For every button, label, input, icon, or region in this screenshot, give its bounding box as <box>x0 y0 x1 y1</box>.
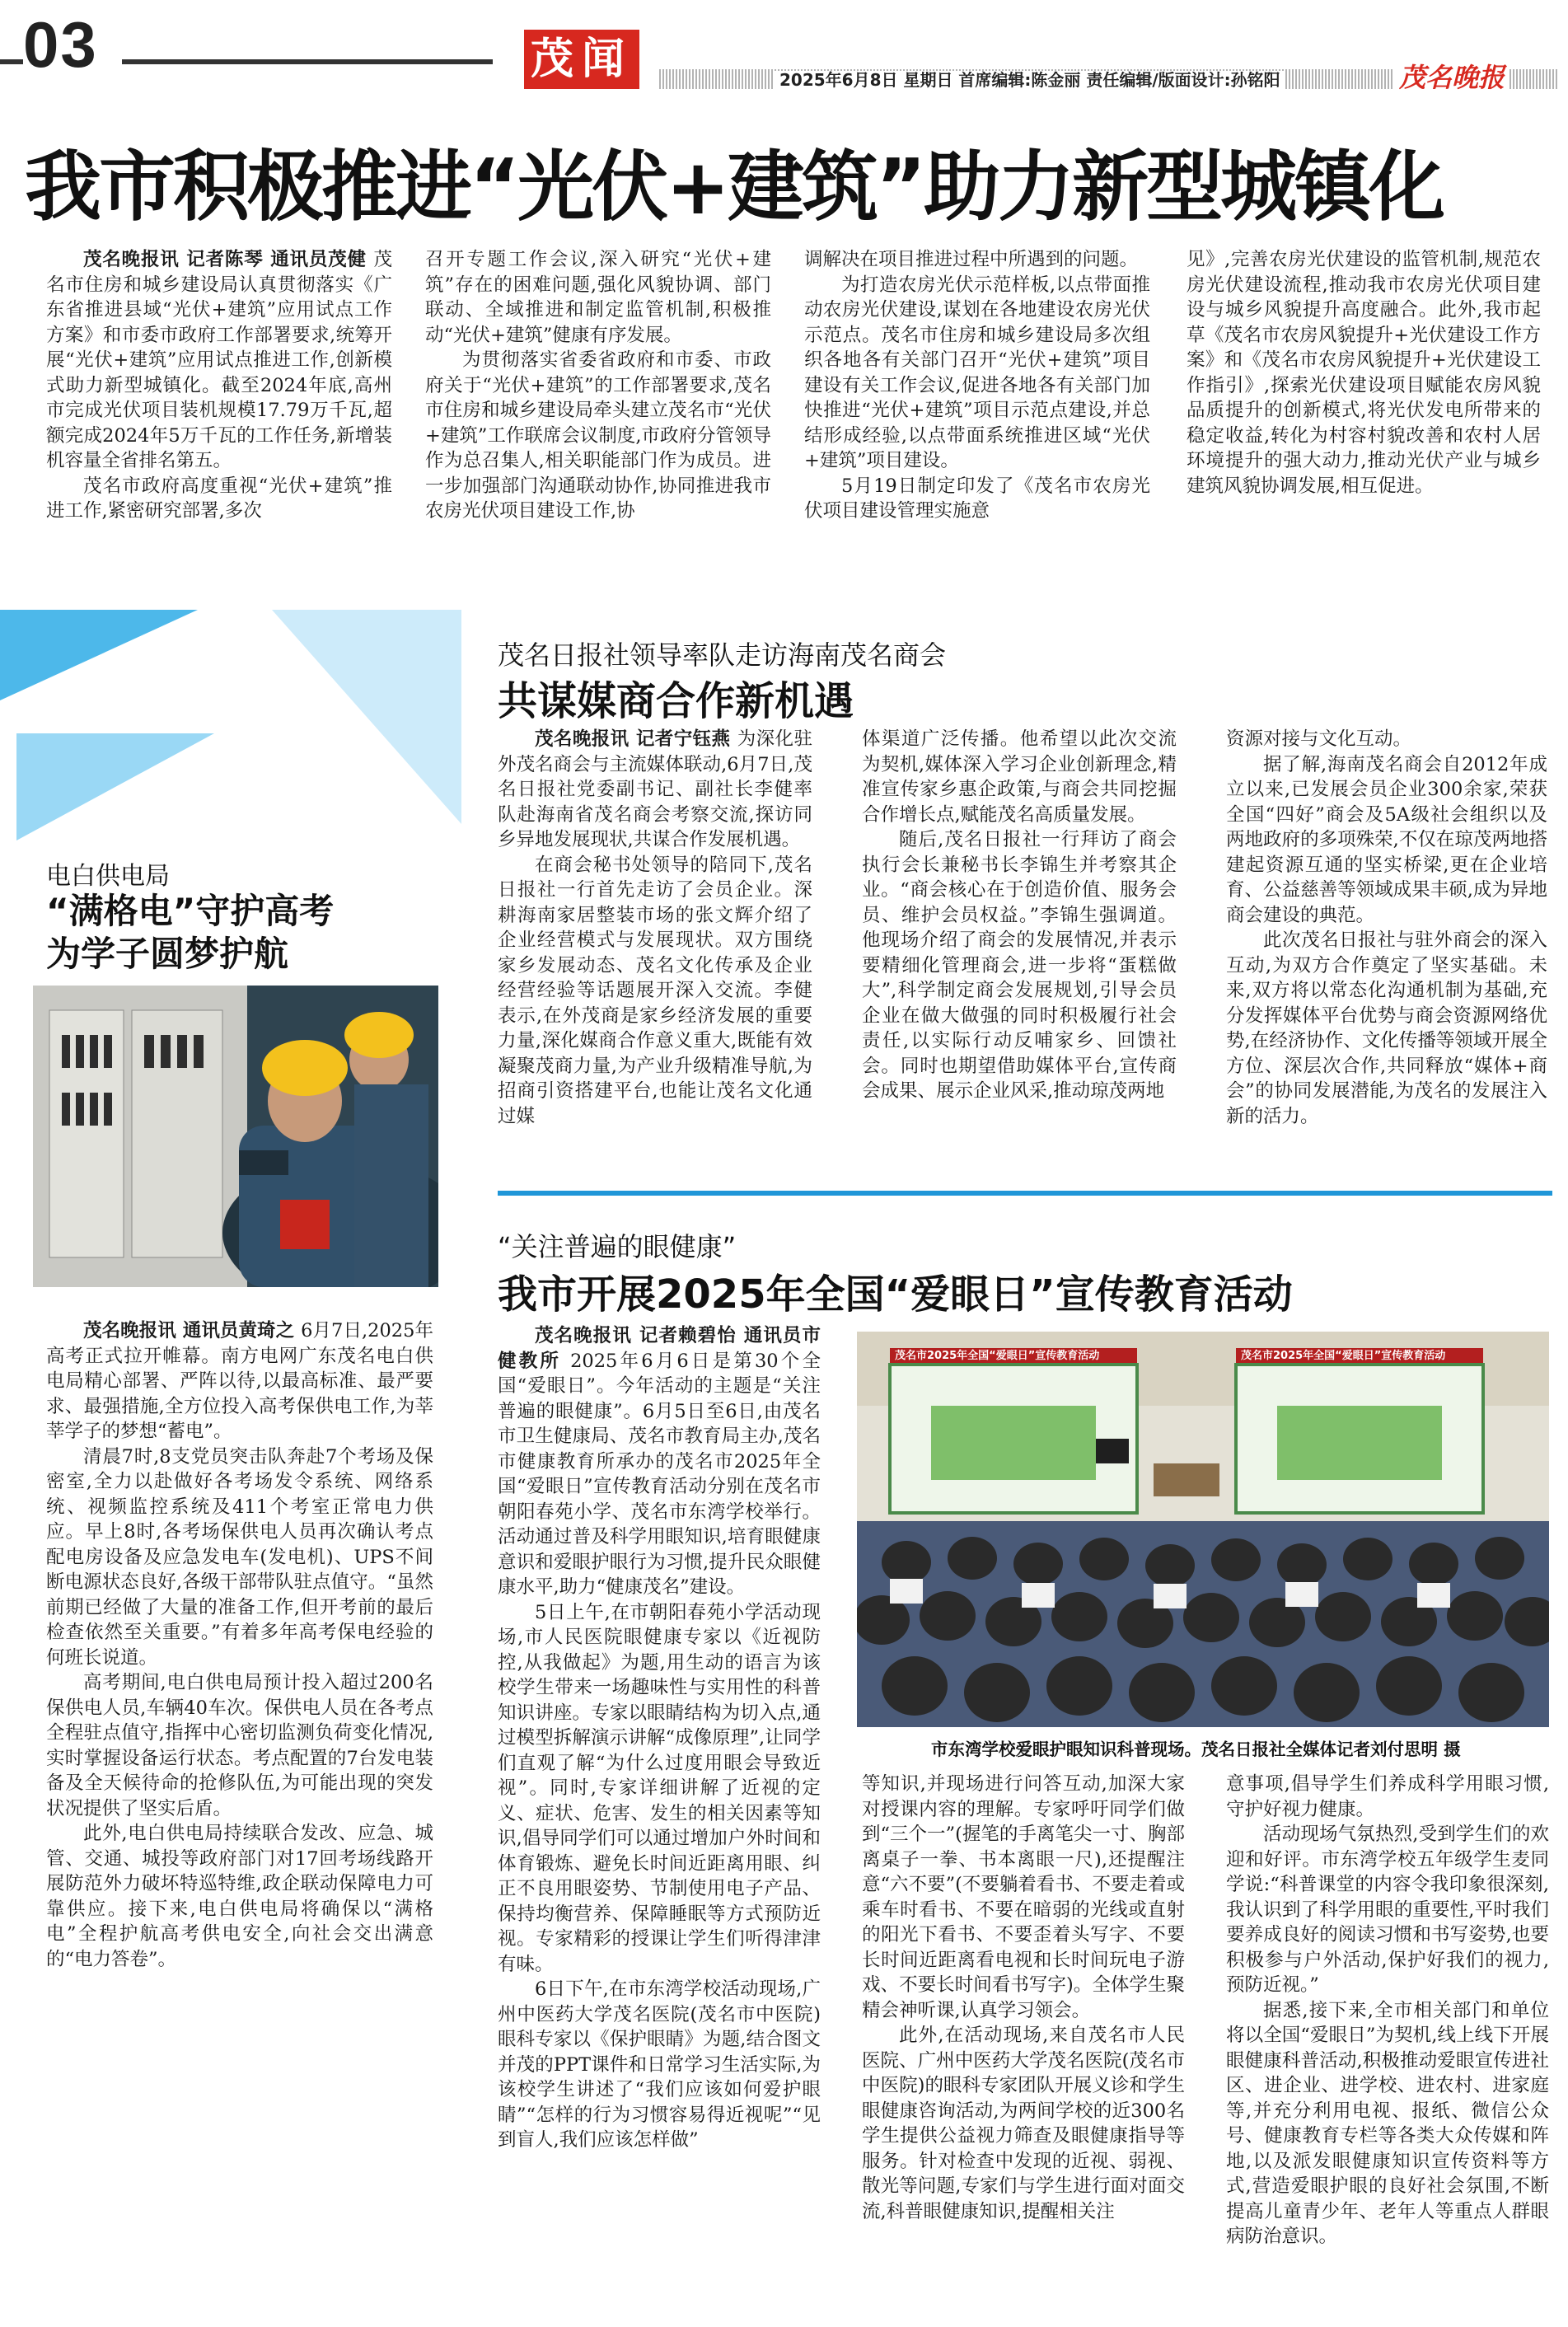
article-column <box>1187 247 1541 499</box>
paragraph-text: 此外,在活动现场,来自茂名市人民医院、广州中医药大学茂名医院(茂名市中医院)的眼科专家团队开展义诊和学生眼健康咨询活动,为两间学校的近300名学生提供公益视力筛查及眼健康指导等服务。针对检查中发现的近视、弱视、散光等问题,专家们与学生进行面对面交流,科普眼健康知识,提醒相关注 <box>862 2025 1185 2222</box>
section-label: 茂闻 <box>524 30 639 89</box>
byline: 茂名晚报讯 通讯员黄琦之 <box>83 1320 302 1341</box>
header-info: 2025年6月8日 星期日 首席编辑:陈金丽 责任编辑/版面设计:孙铭阳 <box>775 71 1285 89</box>
paragraph-text: 为打造农房光伏示范样板,以点带面推动农房光伏建设,谋划在各地建设农房光伏示范点。茂名市住房和城乡建设局多次组织各地各有关部门召开“光伏+建筑”项目建设有关工作会议,促进各地各有关部门加快推进“光伏+建筑”项目示范点建设,并总结形成经验,以点带面系统推进区域“光伏+建筑”项目建设。 <box>804 274 1150 471</box>
article-paragraph <box>1226 1998 1549 2250</box>
paragraph-text: 为深化驻外茂名商会与主流媒体联动,6月7日,茂名日报社党委副书记、副社长李健率队赴海南省茂名商会考察交流,探访同乡异地发展现状,共谋合作发展机遇。 <box>498 728 812 850</box>
section-divider <box>498 1191 1552 1196</box>
paragraph-text: 调解决在项目推进过程中所遇到的问题。 <box>804 249 1139 270</box>
byline: 茂名晚报讯 记者陈琴 通讯员茂健 <box>83 249 374 270</box>
photo-banner-left: 茂名市2025年全国“爱眼日”宣传教育活动 <box>895 1350 1100 1362</box>
paragraph-text: 6月7日,2025年高考正式拉开帷幕。南方电网广东茂名电白供电局精心部署、严阵以待,以最高标准、最严要求、最强措施,全方位投入高考保供电工作,为莘莘学子的梦想“蓄电”。 <box>46 1320 433 1442</box>
paragraph-text: 为贯彻落实省委省政府和市委、市政府关于“光伏+建筑”的工作部署要求,茂名市住房和城乡建设局牵头建立茂名市“光伏+建筑”工作联席会议制度,市政府分管领导作为总召集人,相关职能部门作为成员。进一步加强部门沟通联动协作,协同推进我市农房光伏项目建设工作,协 <box>425 349 772 522</box>
paragraph-text: 体渠道广泛传播。他希望以此次交流为契机,媒体深入学习企业创新理念,精准宣传家乡惠企政策,与商会共同挖掘合作增长点,赋能茂名高质量发展。 <box>862 728 1177 826</box>
article-paragraph <box>498 853 812 1130</box>
paragraph-text: 6日下午,在市东湾学校活动现场,广州中医药大学茂名医院(茂名市中医院)眼科专家以《保护眼睛》为题,结合图文并茂的PPT课件和日常学习生活实际,为该校学生讲述了“我们应该如何爱护眼睛”“怎样的行为习惯容易得近视呢”“见到盲人,我们应该怎样做” <box>498 1978 821 2151</box>
paragraph-text: 随后,茂名日报社一行拜访了商会执行会长兼秘书长李锦生并考察其企业。“商会核心在于创造价值、服务会员、维护会员权益。”李锦生强调道。他现场介绍了商会的发展情况,并表示要精细化管理商会,进一步将“蛋糕做大”,科学制定商会发展规划,引导会员企业在做大做强的同时积极履行社会责任,以实际行动反哺家乡、回馈社会。同时也期望借助媒体平台,宣传商会成果、展示企业风采,推动琼茂两地 <box>862 829 1177 1102</box>
article-paragraph <box>1187 247 1541 499</box>
article-paragraph <box>804 247 1150 273</box>
page-number: 03 <box>23 8 98 81</box>
article-paragraph <box>46 1670 433 1821</box>
article-paragraph <box>1226 727 1547 752</box>
paragraph-text: 活动现场气氛热烈,受到学生们的欢迎和好评。市东湾学校五年级学生麦同学说:“科普课堂的内容令我印象很深刻,我认识到了科学用眼的重要性,平时我们要养成良好的阅读习惯和书写姿势,也要积极参与户外活动,保护好我们的视力,预防近视。” <box>1226 1824 1549 1996</box>
power-workers-photo <box>33 986 438 1287</box>
article-paragraph <box>498 727 812 853</box>
article-paragraph <box>425 348 771 524</box>
byline: 茂名晚报讯 记者赖碧怡 通讯员市健教所 <box>498 1325 821 1372</box>
sidebar-kicker: 电白供电局 <box>46 862 170 891</box>
article-paragraph <box>1226 928 1547 1129</box>
eye-photo-caption: 市东湾学校爱眼护眼知识科普现场。茂名日报社全媒体记者刘付思明 摄 <box>931 1739 1461 1759</box>
article-paragraph <box>862 827 1177 1104</box>
article-paragraph <box>46 1318 433 1444</box>
article-paragraph <box>804 474 1150 524</box>
paragraph-text: 见》,完善农房光伏建设的监管机制,规范农房光伏建设流程,推动我市农房光伏项目建设与城乡风貌提升高度融合。此外,我市起草《茂名市农房风貌提升+光伏建设工作方案》和《茂名市农房风貌提升+光伏建设工作指引》,探索光伏建设项目赋能农房风貌品质提升的创新模式,将光伏发电所带来的稳定收益,转化为村容村貌改善和农村人居环境提升的强大动力,推动光伏产业与城乡建筑风貌协调发展,相互促进。 <box>1187 249 1541 497</box>
article-paragraph <box>862 2023 1185 2224</box>
paragraph-text: 此外,电白供电局持续联合发改、应急、城管、交通、城投等政府部门对17回考场线路开展防范外力破坏特巡特维,政企联动保障电力可靠供应。接下来,电白供电局将确保以“满格电”全程护航高考供电安全,向社会交出满意的“电力答卷”。 <box>46 1823 433 1970</box>
article-paragraph <box>498 1323 821 1600</box>
paragraph-text: 召开专题工作会议,深入研究“光伏+建筑”存在的困难问题,强化风貌协调、部门联动、全域推进和制定监管机制,积极推动“光伏+建筑”健康有序发展。 <box>425 249 771 346</box>
article-paragraph <box>862 727 1177 827</box>
article-column <box>498 727 812 1129</box>
article-paragraph <box>46 247 392 474</box>
article-paragraph <box>46 1821 433 1972</box>
article-column <box>862 1772 1185 2224</box>
byline: 茂名晚报讯 记者宁钰燕 <box>535 728 737 750</box>
paragraph-text: 清晨7时,8支党员突击队奔赴7个考场及保密室,全力以赴做好各考场发令系统、网络系统、视频监控系统及411个考室正常电力供应。早上8时,各考场保供电人员再次确认考点配电房设备及应急发电车(发电机)、UPS不间断电源状态良好,各级干部带队驻点值守。“虽然前期已经做了大量的准备工作,但开考前的最后检查依然至关重要。”有着多年高考保电经验的何班长说道。 <box>46 1445 433 1669</box>
eye-kicker: “关注普遍的眼健康” <box>498 1231 737 1262</box>
paragraph-text: 据悉,接下来,全市相关部门和单位将以全国“爱眼日”为契机,线上线下开展眼健康科普活动,积极推动爱眼宣传进社区、进企业、进学校、进农村、进家庭等,并充分利用电视、报纸、微信公众号、健康教育专栏等各类大众传媒和阵地,以及派发眼健康知识宣传资料等方式,营造爱眼护眼的良好社会氛围,不断提高儿童青少年、老年人等重点人群眼病防治意识。 <box>1226 1999 1549 2247</box>
header-rule-left <box>0 59 23 64</box>
article-column <box>498 1323 821 2153</box>
paragraph-text: 2025年6月6日是第30个全国“爱眼日”。今年活动的主题是“关注普遍的眼健康”。6月5日至6日,由茂名市卫生健康局、茂名市教育局主办,茂名市健康教育所承办的茂名市2025年全国“爱眼日”宣传教育活动分别在茂名市朝阳春苑小学、茂名市东湾学校举行。活动通过普及科学用眼知识,培育眼健康意识和爱眼护眼行为习惯,提升民众眼健康水平,助力“健康茂名”建设。 <box>498 1350 821 1598</box>
article-column <box>804 247 1150 524</box>
article-paragraph <box>498 1600 821 1978</box>
sidebar-body <box>46 1318 433 1972</box>
article-paragraph <box>498 1977 821 2153</box>
paragraph-text: 高考期间,电白供电局预计投入超过200名保供电人员,车辆40车次。保供电人员在各考点全程驻点值守,指挥中心密切监测负荷变化情况,实时掌握设备运行状态。考点配置的7台发电装备及全天候待命的抢修队伍,为可能出现的突发状况提供了坚实后盾。 <box>46 1672 433 1819</box>
sidebar-title <box>46 890 334 976</box>
article-column <box>46 247 392 524</box>
article-paragraph <box>804 273 1150 474</box>
article-paragraph <box>862 1772 1185 2023</box>
eye-title: 我市开展2025年全国“爱眼日”宣传教育活动 <box>498 1271 1293 1318</box>
paragraph-text: 5月19日制定印发了《茂名市农房光伏项目建设管理实施意 <box>804 475 1150 522</box>
sidebar-decoration <box>0 610 461 873</box>
sidebar-title-line1: “满格电”守护高考 <box>46 891 335 931</box>
article-column <box>1226 727 1547 1129</box>
main-headline: 我市积极推进“光伏+建筑”助力新型城镇化 <box>25 143 1444 232</box>
article-paragraph <box>1226 1772 1549 1822</box>
paragraph-text: 据了解,海南茂名商会自2012年成立以来,已发展会员企业300余家,荣获全国“四好”商会及5A级社会组织以及两地政府的多项殊荣,不仅在琼茂两地搭建起资源互通的坚实桥梁,更在企业培育、公益慈善等领域成果丰硕,成为异地商会建设的典范。 <box>1226 753 1547 926</box>
article-paragraph <box>46 1444 433 1671</box>
header-rule <box>122 59 493 64</box>
hainan-kicker: 茂名日报社领导率队走访海南茂名商会 <box>498 639 947 671</box>
paragraph-text: 资源对接与文化互动。 <box>1226 728 1412 750</box>
article-column <box>862 727 1177 1104</box>
article-paragraph <box>1226 1822 1549 1998</box>
paragraph-text: 意事项,倡导学生们养成科学用眼习惯,守护好视力健康。 <box>1226 1773 1549 1820</box>
article-paragraph <box>46 474 392 524</box>
paragraph-text: 5日上午,在市朝阳春苑小学活动现场,市人民医院眼健康专家以《近视防控,从我做起》为题,用生动的语言为该校学生带来一场趣味性与实用性的科普知识讲座。专家以眼睛结构为切入点,通过模型拆解演示讲解“成像原理”,让同学们直观了解“为什么过度用眼会导致近视”。同时,专家详细讲解了近视的定义、症状、危害、发生的相关因素等知识,倡导同学们可以通过增加户外时间和体育锻炼、避免长时间近距离用眼、纠正不良用眼姿势、节制使用电子产品、保持均衡营养、保障睡眠等方式预防近视。专家精彩的授课让学生们听得津津有味。 <box>498 1601 821 1975</box>
sidebar-title-line2: 为学子圆梦护航 <box>46 934 289 974</box>
article-paragraph <box>425 247 771 348</box>
paragraph-text: 在商会秘书处领导的陪同下,茂名日报社一行首先走访了会员企业。深耕海南家居整装市场的张文辉介绍了企业经营模式与发展现状。双方围绕家乡发展动态、茂名文化传承及企业经营经验等话题展开深入交流。李健表示,在外茂商是家乡经济发展的重要力量,深化媒商合作意义重大,既能有效凝聚茂商力量,为产业升级精准导航,为招商引资搭建平台,也能让茂名文化通过媒 <box>498 854 812 1127</box>
article-column <box>425 247 771 524</box>
paragraph-text: 茂名市政府高度重视“光伏+建筑”推进工作,紧密研究部署,多次 <box>46 475 392 522</box>
hainan-title: 共谋媒商合作新机遇 <box>498 678 854 724</box>
photo-banner-right: 茂名市2025年全国“爱眼日”宣传教育活动 <box>1241 1350 1446 1362</box>
eye-lecture-photo <box>857 1332 1549 1727</box>
article-column <box>1226 1772 1549 2250</box>
newspaper-logo: 茂名晚报 <box>1394 63 1509 92</box>
article-paragraph <box>1226 752 1547 929</box>
paragraph-text: 茂名市住房和城乡建设局认真贯彻落实《广东省推进县域“光伏+建筑”应用试点工作方案》和市委市政府工作部署要求,统筹开展“光伏+建筑”应用试点推进工作,创新模式助力新型城镇化。截至2024年底,高州市完成光伏项目装机规模17.79万千瓦,超额完成2024年5万千瓦的工作任务,新增装机容量全省排名第五。 <box>46 249 392 471</box>
paragraph-text: 等知识,并现场进行问答互动,加深大家对授课内容的理解。专家呼吁同学们做到“三个一”(握笔的手离笔尖一寸、胸部离桌子一拳、书本离眼一尺),还提醒注意“六不要”(不要躺着看书、不要走着或乘车时看书、不要在暗弱的光线或直射的阳光下看书、不要歪着头写字、不要长时间近距离看电视和长时间玩电子游戏、不要长时间看书写字)。全体学生聚精会神听课,认真学习领会。 <box>862 1773 1185 2021</box>
paragraph-text: 此次茂名日报社与驻外商会的深入互动,为双方合作奠定了坚实基础。未来,双方将以常态化沟通机制为基础,充分发挥媒体平台优势与商会资源网络优势,在经济协作、文化传播等领域开展全方位、深层次合作,共同释放“媒体+商会”的协同发展潜能,为茂名的发展注入新的活力。 <box>1226 929 1547 1127</box>
